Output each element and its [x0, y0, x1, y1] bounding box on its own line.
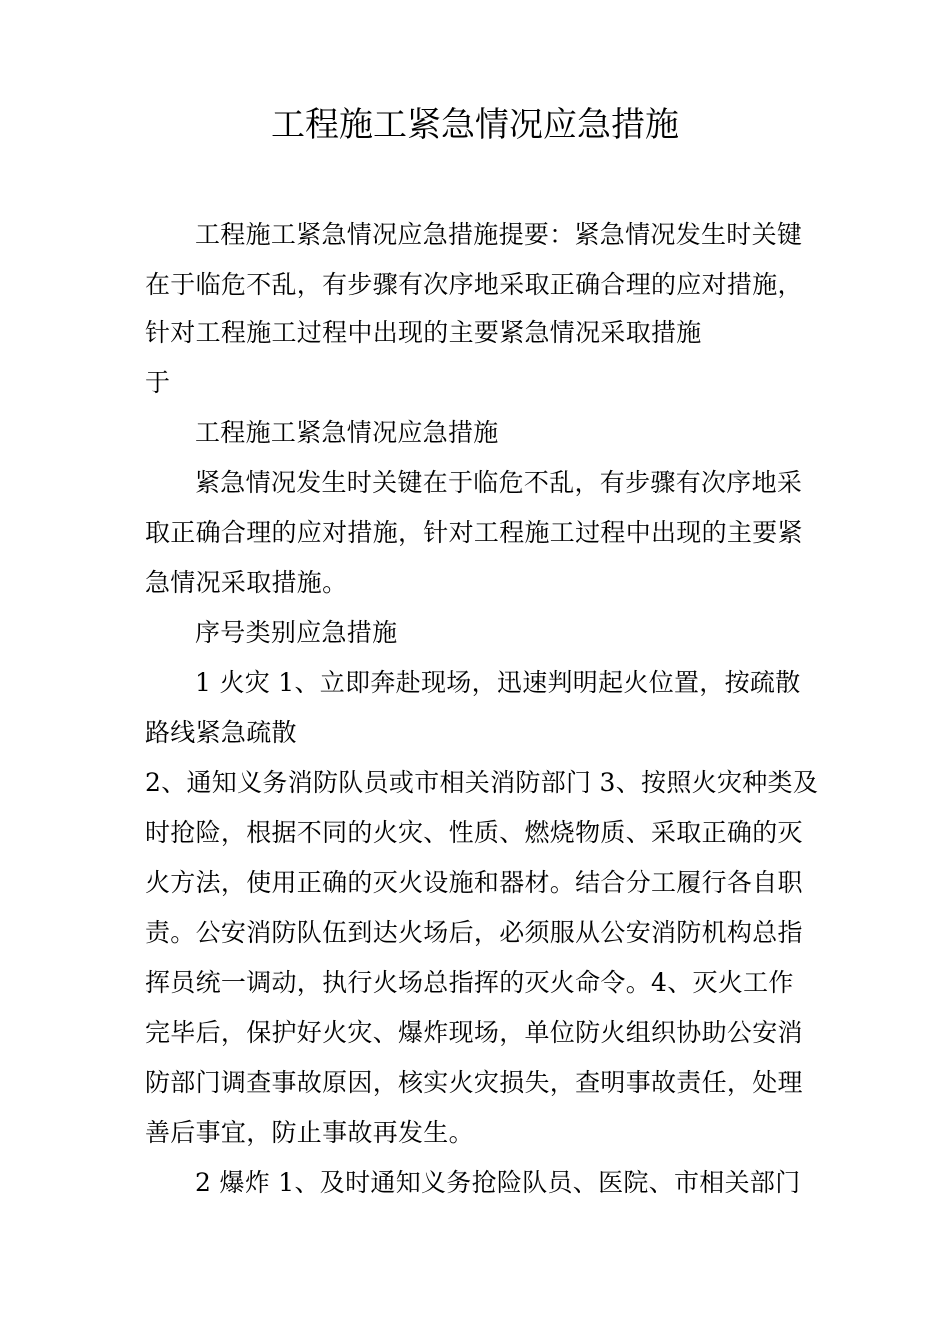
summary-line-1: 工程施工紧急情况应急措施提要：紧急情况发生时关键	[195, 220, 803, 249]
paragraph-line: 取正确合理的应对措施，针对工程施工过程中出现的主要紧	[145, 518, 803, 547]
paragraph-line: 急情况采取措施。	[145, 568, 348, 597]
fire-item-line: 路线紧急疏散	[145, 718, 297, 747]
document-title: 工程施工紧急情况应急措施	[271, 105, 679, 145]
fire-item-line: 1 火灾 1、立即奔赴现场，迅速判明起火位置，按疏散	[195, 668, 801, 697]
summary-line-2: 在于临危不乱，有步骤有次序地采取正确合理的应对措施，	[145, 270, 803, 299]
fire-item-line: 责。公安消防队伍到达火场后，必须服从公安消防机构总指	[145, 918, 803, 947]
paragraph-line: 紧急情况发生时关键在于临危不乱，有步骤有次序地采	[195, 468, 803, 497]
summary-line-3: 针对工程施工过程中出现的主要紧急情况采取措施	[145, 318, 702, 347]
fire-item-line: 火方法，使用正确的灭火设施和器材。结合分工履行各自职	[145, 868, 803, 897]
fire-item-line: 完毕后，保护好火灾、爆炸现场，单位防火组织协助公安消	[145, 1018, 803, 1047]
fire-item-line: 防部门调查事故原因，核实火灾损失，查明事故责任，处理	[145, 1068, 803, 1097]
fire-item-line: 挥员统一调动，执行火场总指挥的灭火命令。4、灭火工作	[145, 968, 794, 997]
fire-item-line: 善后事宜，防止事故再发生。	[145, 1118, 474, 1147]
explosion-item-line: 2 爆炸 1、及时通知义务抢险队员、医院、市相关部门	[195, 1168, 801, 1197]
fire-item-line: 2、通知义务消防队员或市相关消防部门 3、按照火灾种类及	[145, 768, 819, 797]
fire-item-line: 时抢险，根据不同的火灾、性质、燃烧物质、采取正确的灭	[145, 818, 803, 847]
table-header-line: 序号类别应急措施	[195, 618, 398, 647]
summary-line-4: 于	[145, 368, 171, 397]
section-heading: 工程施工紧急情况应急措施	[195, 418, 499, 447]
